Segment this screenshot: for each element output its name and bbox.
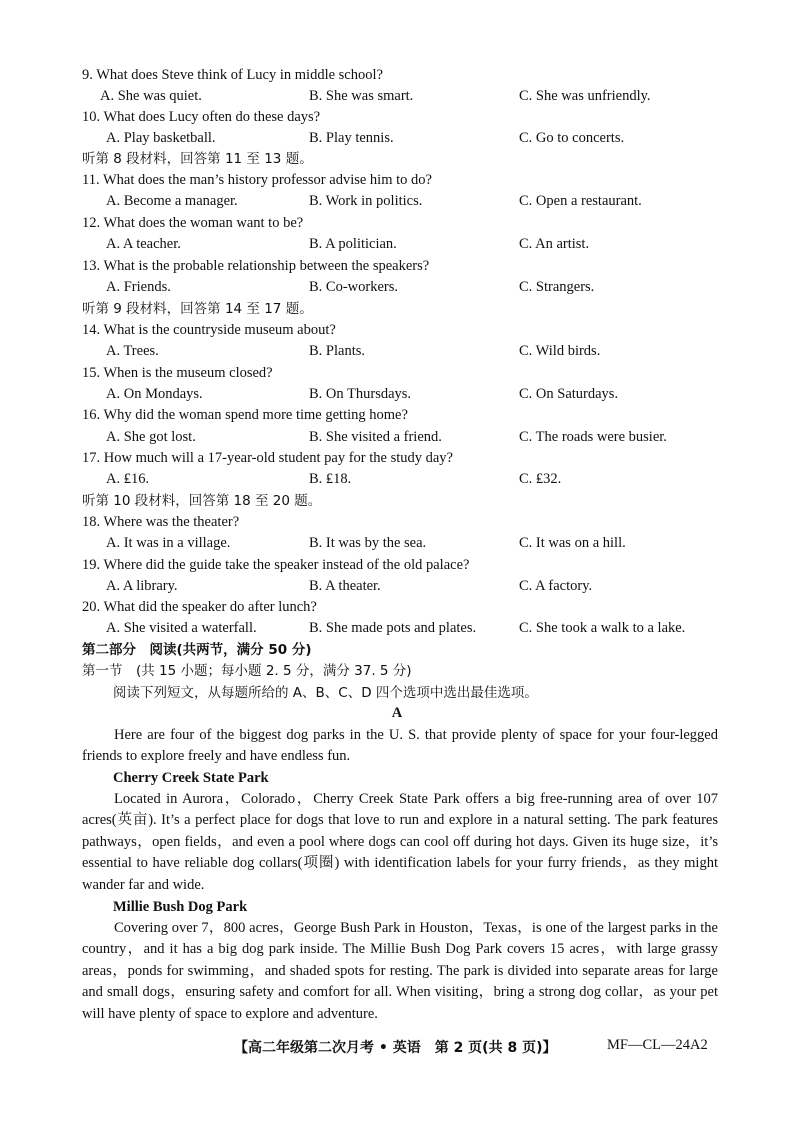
passage-letter: A [391,705,403,721]
park-title-cherry-creek: Cherry Creek State Park [113,770,269,786]
section-one-heading: 第一节 (共 15 小题；每小题 2. 5 分，满分 37. 5 分) [82,663,412,679]
park-text-cherry-creek: Located in Aurora，Colorado，Cherry Creek State Park offers a big free-running area of over 107 acres(英亩). It’s a perfect place for dogs that love to run and explore in a natural setting. The park features pathways，open fields，and even a pool where dogs can cool off during hot days. Given its huge size，it’s essential to have reliable dog collars(项圈) with identification labels for your furry friends，as they might wander far and wide. [82,791,718,893]
option-a: A. Become a manager. [106,193,238,209]
reading-instruction: 阅读下列短文，从每题所给的 A、B、C、D 四个选项中选出最佳选项。 [113,685,538,701]
option-b: B. Work in politics. [309,193,423,209]
option-b: B. Co-workers. [309,279,399,295]
question-11: 11. What does the man’s history professor advise him to do? [82,172,432,188]
option-a: A. She was quiet. [100,88,202,104]
question-10: 10. What does Lucy often do these days? [82,109,321,125]
question-12: 12. What does the woman want to be? [82,215,304,231]
option-a: A. She visited a waterfall. [106,620,257,636]
option-c: C. Go to concerts. [519,130,625,146]
option-a: A. A library. [106,578,178,594]
option-c: C. A factory. [519,578,593,594]
park-text-millie-bush: Covering over 7，800 acres，George Bush Park in Houston，Texas，is one of the largest parks in the country，and it has a big dog park inside. The Millie Bush Dog Park covers 15 acres，with large grassy areas，ponds for swimming，and shaded spots for resting. The park is divided into separate areas for large and small dogs，ensuring safety and comfort for all. When visiting，bring a strong dog collar，as your pet will have plenty of space to explore and adventure. [82,920,718,1022]
option-a: A. Play basketball. [106,130,216,146]
question-13: 13. What is the probable relationship between the speakers? [82,258,430,274]
option-a: A. She got lost. [106,429,196,445]
question-16: 16. Why did the woman spend more time getting home? [82,407,408,423]
question-15: 15. When is the museum closed? [82,365,273,381]
option-b: B. A theater. [309,578,381,594]
question-9: 9. What does Steve think of Lucy in middle school? [82,67,383,83]
question-18: 18. Where was the theater? [82,514,240,530]
option-b: B. She made pots and plates. [309,620,477,636]
park-title-millie-bush: Millie Bush Dog Park [113,899,248,915]
footer-exam-info: 【高二年级第二次月考 • 英语 第 2 页(共 8 页)】 [234,1040,557,1056]
section-label-m10: 听第 10 段材料，回答第 18 至 20 题。 [82,493,322,509]
section-label-m9: 听第 9 段材料，回答第 14 至 17 题。 [82,301,313,317]
option-b: B. ₤18. [309,471,352,487]
option-c: C. She took a walk to a lake. [519,620,686,636]
option-a: A. Friends. [106,279,171,295]
option-a: A. ₤16. [106,471,150,487]
question-20: 20. What did the speaker do after lunch? [82,599,317,615]
option-c: C. Strangers. [519,279,595,295]
question-17: 17. How much will a 17-year-old student pay for the study day? [82,450,453,466]
option-c: C. The roads were busier. [519,429,667,445]
option-c: C. Open a restaurant. [519,193,642,209]
option-c: C. She was unfriendly. [519,88,651,104]
option-b: B. It was by the sea. [309,535,427,551]
footer-code: MF—CL—24A2 [607,1037,708,1053]
option-b: B. A politician. [309,236,397,252]
option-b: B. Play tennis. [309,130,394,146]
option-a: A. On Mondays. [106,386,203,402]
part-two-heading: 第二部分 阅读(共两节，满分 50 分) [82,642,312,658]
question-14: 14. What is the countryside museum about? [82,322,336,338]
option-c: C. ₤32. [519,471,562,487]
option-c: C. On Saturdays. [519,386,619,402]
option-a: A. Trees. [106,343,159,359]
option-c: C. It was on a hill. [519,535,626,551]
section-label-m8: 听第 8 段材料，回答第 11 至 13 题。 [82,151,313,167]
option-b: B. On Thursdays. [309,386,412,402]
option-b: B. She visited a friend. [309,429,442,445]
option-c: C. Wild birds. [519,343,601,359]
option-b: B. Plants. [309,343,365,359]
option-a: A. A teacher. [106,236,181,252]
option-b: B. She was smart. [309,88,414,104]
passage-intro: Here are four of the biggest dog parks in the U. S. that provide plenty of space for your four-legged friends to explore freely and have endless fun. [82,727,718,765]
question-19: 19. Where did the guide take the speaker instead of the old palace? [82,557,470,573]
option-c: C. An artist. [519,236,590,252]
option-a: A. It was in a village. [106,535,231,551]
